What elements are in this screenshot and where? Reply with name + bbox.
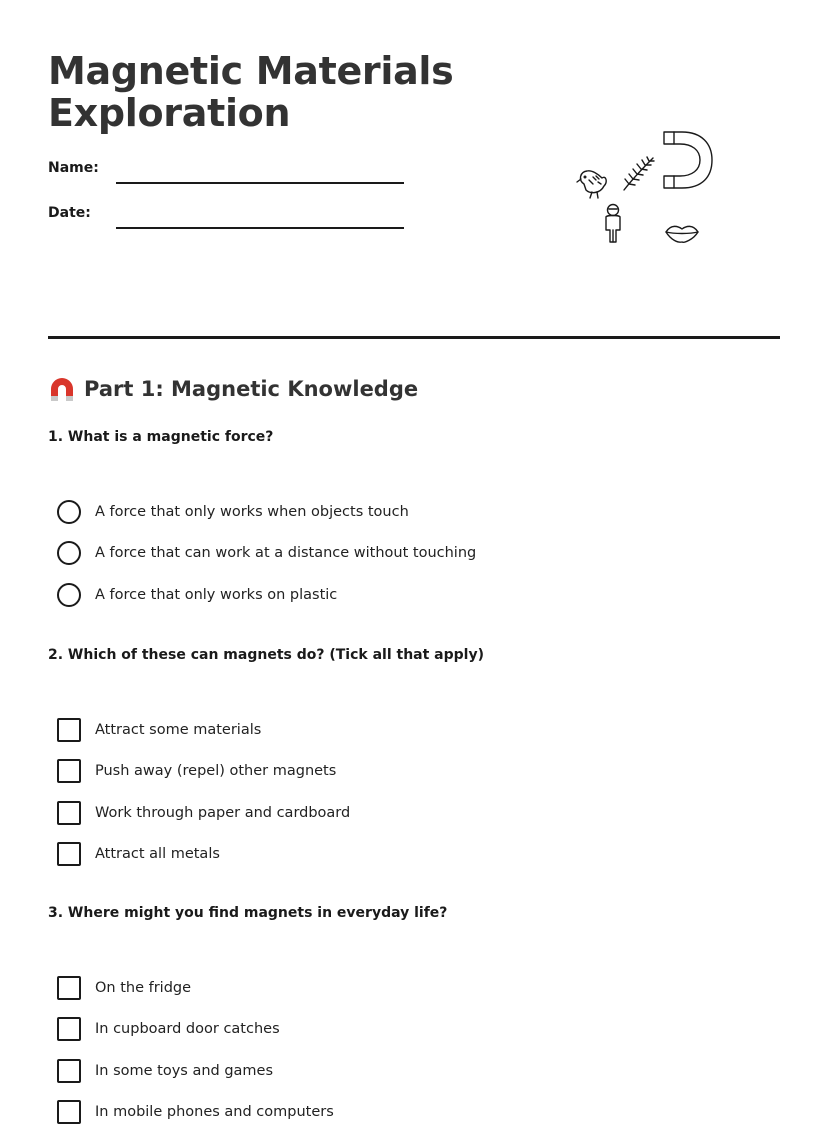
date-input-line[interactable] — [116, 227, 404, 229]
option-label: Work through paper and cardboard — [95, 805, 350, 821]
question-3: 3. Where might you find magnets in everyday life? — [48, 905, 447, 921]
q2-option[interactable] — [57, 751, 350, 793]
q1-option[interactable] — [57, 491, 476, 533]
option-label: In cupboard door catches — [95, 1021, 280, 1037]
radio-button[interactable] — [57, 583, 81, 607]
question-1: 1. What is a magnetic force? — [48, 429, 273, 445]
question-2: 2. Which of these can magnets do? (Tick all that apply) — [48, 647, 484, 663]
part1-heading — [48, 374, 418, 404]
question-3-options — [57, 967, 334, 1133]
doodle-illustration — [574, 122, 744, 252]
option-label: Attract all metals — [95, 846, 220, 862]
q1-option[interactable] — [57, 533, 476, 575]
section-divider — [48, 336, 780, 339]
checkbox[interactable] — [57, 759, 81, 783]
option-label: Attract some materials — [95, 722, 261, 738]
kiwi-bird-icon — [577, 171, 606, 198]
checkbox[interactable] — [57, 842, 81, 866]
option-label: Push away (repel) other magnets — [95, 763, 336, 779]
lips-icon — [666, 226, 698, 242]
option-label: A force that only works on plastic — [95, 587, 337, 603]
worksheet-page — [48, 0, 780, 1118]
part1-title: Part 1: Magnetic Knowledge — [84, 377, 418, 401]
checkbox[interactable] — [57, 1100, 81, 1124]
checkbox[interactable] — [57, 1059, 81, 1083]
horseshoe-magnet-icon — [664, 132, 712, 188]
option-label: In some toys and games — [95, 1063, 273, 1079]
checkbox[interactable] — [57, 1017, 81, 1041]
q3-option[interactable] — [57, 967, 334, 1009]
checkbox[interactable] — [57, 976, 81, 1000]
question-1-options — [57, 491, 476, 616]
date-field[interactable] — [48, 205, 408, 235]
q3-option[interactable] — [57, 1009, 334, 1051]
q2-option[interactable] — [57, 709, 350, 751]
date-label: Date: — [48, 205, 91, 221]
q3-option[interactable] — [57, 1092, 334, 1133]
astronaut-icon — [606, 205, 620, 243]
q2-option[interactable] — [57, 792, 350, 834]
q1-option[interactable] — [57, 574, 476, 616]
name-input-line[interactable] — [116, 182, 404, 184]
q3-option[interactable] — [57, 1050, 334, 1092]
option-label: A force that only works when objects touch — [95, 504, 409, 520]
name-field[interactable] — [48, 160, 408, 190]
question-2-options — [57, 709, 350, 875]
fern-leaf-icon — [624, 157, 654, 190]
checkbox[interactable] — [57, 718, 81, 742]
option-label: In mobile phones and computers — [95, 1104, 334, 1120]
option-label: A force that can work at a distance without touching — [95, 545, 476, 561]
q2-option[interactable] — [57, 834, 350, 876]
radio-button[interactable] — [57, 500, 81, 524]
name-label: Name: — [48, 160, 99, 176]
option-label: On the fridge — [95, 980, 191, 996]
checkbox[interactable] — [57, 801, 81, 825]
magnet-icon — [48, 375, 76, 403]
worksheet-title: Magnetic Materials Exploration — [48, 50, 468, 134]
radio-button[interactable] — [57, 541, 81, 565]
